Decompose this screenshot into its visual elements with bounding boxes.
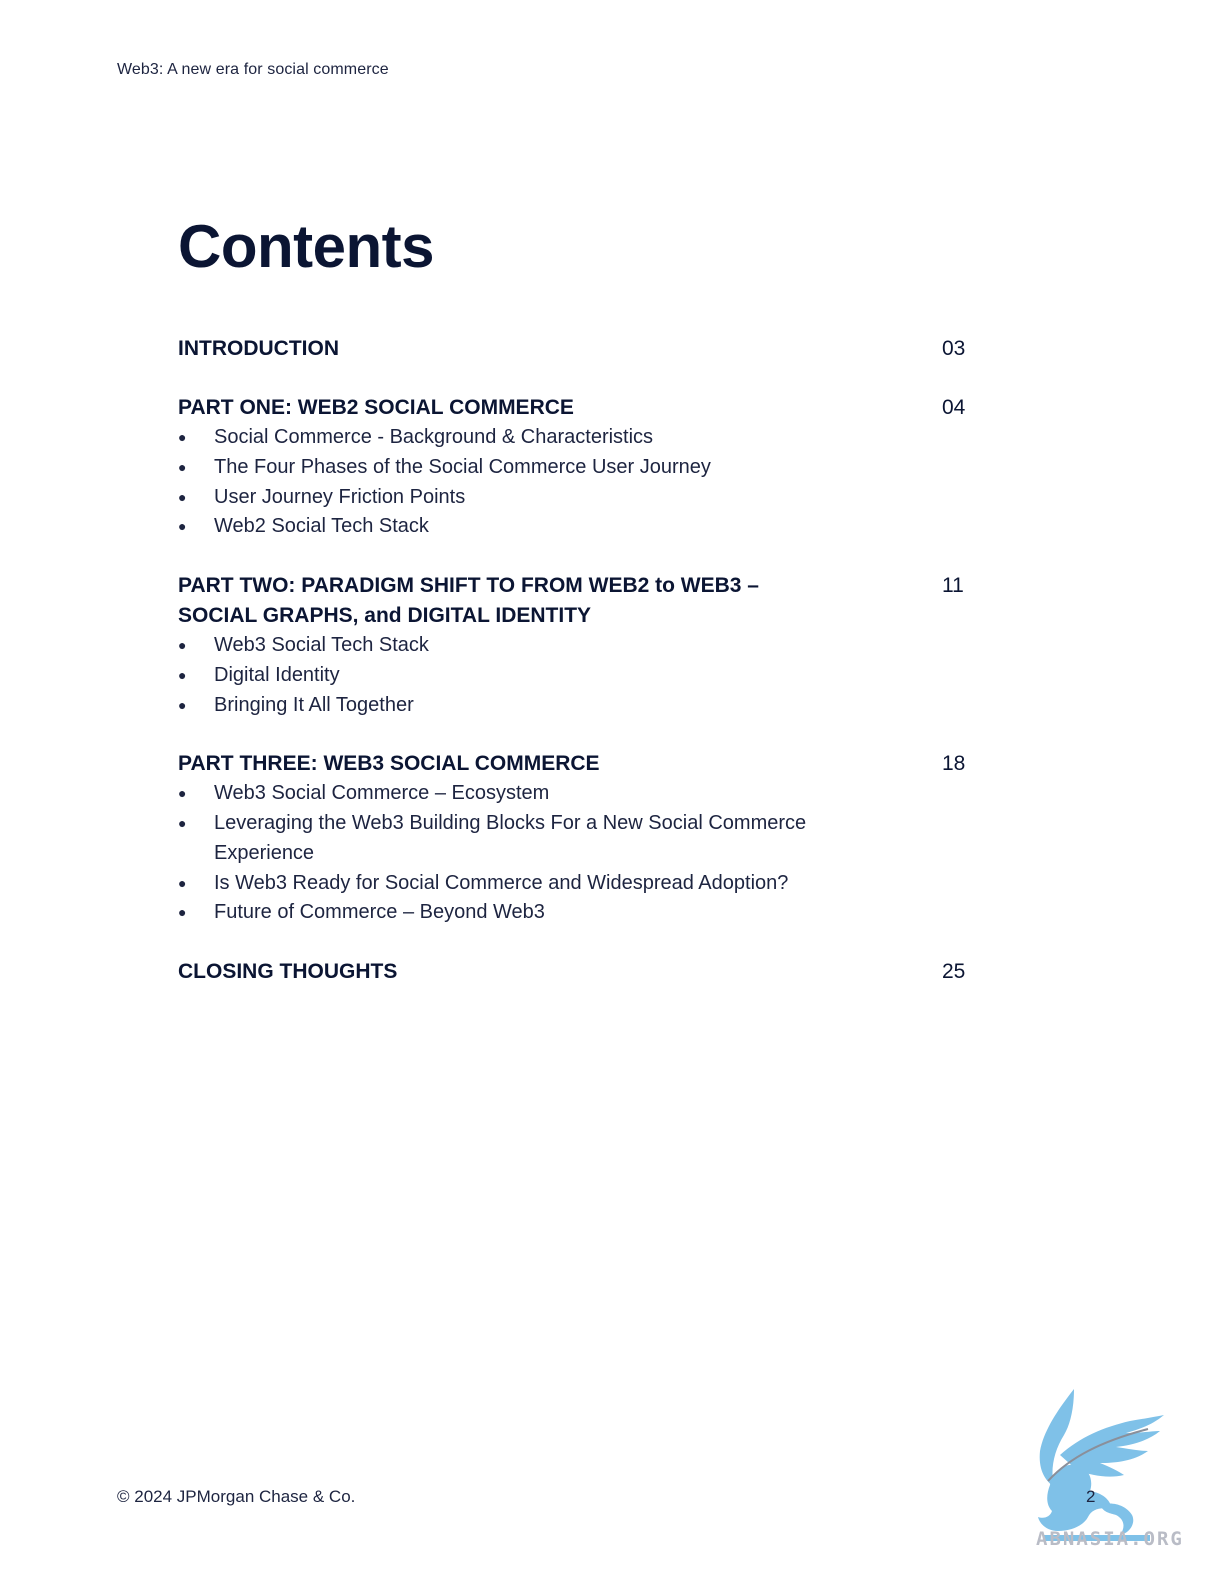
section-heading[interactable]: INTRODUCTION (178, 337, 339, 360)
section-heading[interactable]: PART ONE: WEB2 SOCIAL COMMERCE (178, 396, 574, 419)
bullet-icon: ● (178, 815, 187, 831)
toc-item-label: Leveraging the Web3 Building Blocks For a New Social Commerce Experience (214, 812, 807, 864)
toc-section-part-one (178, 393, 978, 542)
table-of-contents (178, 334, 978, 1016)
running-header: Web3: A new era for social commerce (117, 61, 389, 78)
footer-page-number: 2 (1086, 1487, 1096, 1506)
toc-item[interactable] (178, 453, 894, 483)
bullet-icon: ● (178, 429, 187, 445)
toc-item-label: Web3 Social Tech Stack (214, 634, 429, 656)
toc-item[interactable] (178, 661, 894, 691)
watermark-text: ABNASIA.ORG (1036, 1528, 1184, 1550)
bullet-icon: ● (178, 458, 187, 475)
bullet-icon: ● (178, 488, 187, 505)
toc-item-label: Is Web3 Ready for Social Commerce and Widespread Adoption? (214, 871, 789, 894)
bullet-icon: ● (178, 696, 187, 713)
bullet-icon: ● (178, 666, 187, 683)
toc-item-label: Web3 Social Commerce – Ecosystem (214, 782, 550, 805)
toc-section-introduction (178, 334, 978, 364)
toc-item[interactable] (178, 512, 894, 542)
section-page-number: 25 (942, 960, 966, 983)
toc-item-label: The Four Phases of the Social Commerce User Journey (214, 455, 711, 478)
bullet-icon: ● (178, 518, 187, 535)
bullet-icon: ● (178, 637, 187, 653)
toc-section-part-two (178, 571, 978, 720)
footer-copyright: © 2024 JPMorgan Chase & Co. (117, 1487, 356, 1506)
toc-item[interactable] (178, 631, 894, 661)
toc-item-label: Bringing It All Together (214, 693, 414, 716)
section-page-number: 11 (942, 574, 964, 597)
toc-item[interactable] (178, 809, 894, 869)
bullet-icon: ● (178, 785, 187, 802)
page-title: Contents (178, 213, 434, 280)
toc-item[interactable] (178, 898, 894, 928)
toc-item-list (178, 779, 978, 928)
section-heading[interactable]: PART THREE: WEB3 SOCIAL COMMERCE (178, 752, 600, 776)
toc-item-label: Digital Identity (214, 663, 340, 686)
toc-item-list (178, 423, 978, 542)
toc-item-label: Web2 Social Tech Stack (214, 515, 429, 538)
section-page-number: 04 (942, 396, 966, 419)
toc-item[interactable] (178, 869, 894, 899)
toc-section-closing (178, 957, 978, 987)
section-heading[interactable]: PART TWO: PARADIGM SHIFT TO FROM WEB2 to WEB3 – SOCIAL GRAPHS, and DIGITAL IDENTITY (178, 574, 759, 627)
toc-item-label: Social Commerce - Background & Characteristics (214, 426, 654, 448)
toc-item[interactable] (178, 691, 894, 721)
toc-item[interactable] (178, 779, 894, 809)
bullet-icon: ● (178, 874, 187, 891)
section-page-number: 18 (942, 752, 966, 776)
toc-item-list (178, 631, 978, 720)
toc-item-label: User Journey Friction Points (214, 485, 466, 508)
bullet-icon: ● (178, 904, 187, 921)
toc-item[interactable] (178, 483, 894, 513)
toc-item[interactable] (178, 423, 894, 453)
section-heading[interactable]: CLOSING THOUGHTS (178, 960, 398, 983)
toc-item-label: Future of Commerce – Beyond Web3 (214, 901, 545, 924)
section-page-number: 03 (942, 337, 966, 360)
toc-section-part-three (178, 749, 978, 928)
